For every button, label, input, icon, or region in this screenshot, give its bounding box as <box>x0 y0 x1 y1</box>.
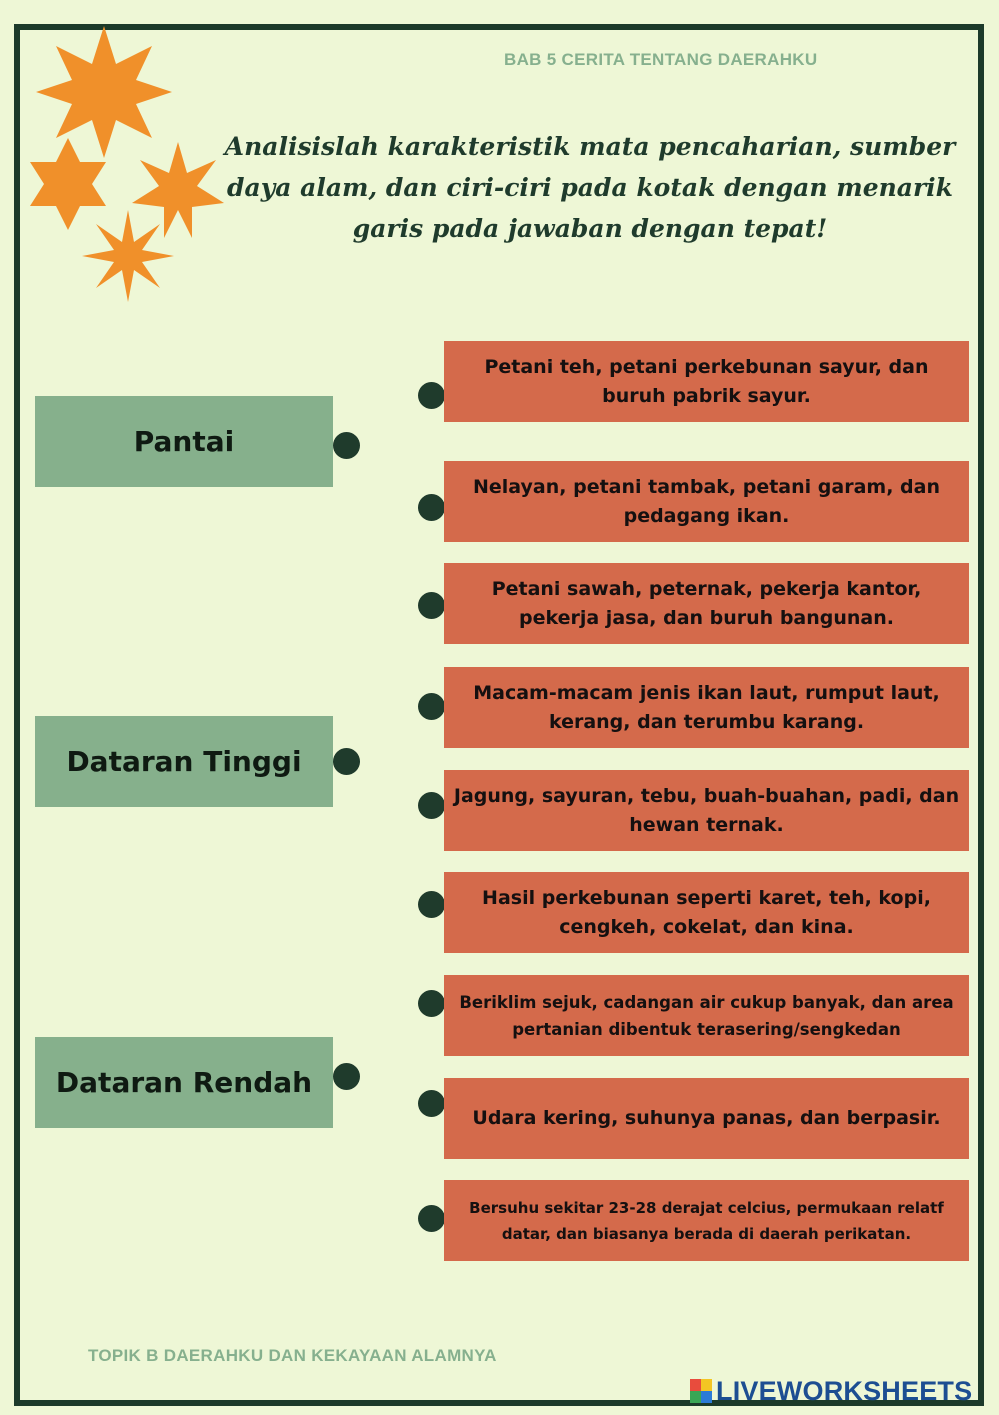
answer-box-8: Udara kering, suhunya panas, dan berpasir. <box>444 1078 969 1159</box>
answer-box-5: Jagung, sayuran, tebu, buah-buahan, padi, dan hewan ternak. <box>444 770 969 851</box>
left-dot-dataran-rendah[interactable] <box>333 1063 360 1090</box>
brand-logo <box>690 1377 972 1405</box>
right-dot-3[interactable] <box>418 592 445 619</box>
right-dot-6[interactable] <box>418 891 445 918</box>
chapter-title: BAB 5 CERITA TENTANG DAERAHKU <box>504 50 818 69</box>
liveworksheets-icon <box>690 1379 712 1403</box>
right-dot-4[interactable] <box>418 693 445 720</box>
answer-box-6: Hasil perkebunan seperti karet, teh, kopi, cengkeh, cokelat, dan kina. <box>444 872 969 953</box>
left-dot-dataran-tinggi[interactable] <box>333 748 360 775</box>
right-dot-2[interactable] <box>418 494 445 521</box>
right-dot-1[interactable] <box>418 382 445 409</box>
topic-footer: TOPIK B DAERAHKU DAN KEKAYAAN ALAMNYA <box>88 1346 497 1365</box>
brand-name: LIVEWORKSHEETS <box>716 1375 973 1406</box>
right-dot-8[interactable] <box>418 1090 445 1117</box>
star-icon <box>30 138 106 230</box>
answer-box-4: Macam-macam jenis ikan laut, rumput laut, kerang, dan terumbu karang. <box>444 667 969 748</box>
right-dot-9[interactable] <box>418 1205 445 1232</box>
star-icon <box>36 26 172 158</box>
instruction-text: Analisislah karakteristik mata pencaharian, sumber daya alam, dan ciri-ciri pada kotak dengan menarik garis pada jawaban dengan tepat! <box>224 132 956 243</box>
answer-box-7: Beriklim sejuk, cadangan air cukup banyak, dan area pertanian dibentuk terasering/sengkedan <box>444 975 969 1056</box>
answer-box-3: Petani sawah, peternak, pekerja kantor, pekerja jasa, dan buruh bangunan. <box>444 563 969 644</box>
left-box-pantai: Pantai <box>35 396 333 487</box>
answer-box-1: Petani teh, petani perkebunan sayur, dan buruh pabrik sayur. <box>444 341 969 422</box>
star-icon <box>82 210 174 302</box>
left-box-dataran-tinggi: Dataran Tinggi <box>35 716 333 807</box>
answer-box-2: Nelayan, petani tambak, petani garam, dan pedagang ikan. <box>444 461 969 542</box>
answer-box-9: Bersuhu sekitar 23-28 derajat celcius, permukaan relatf datar, dan biasanya berada di daerah perikatan. <box>444 1180 969 1261</box>
left-box-dataran-rendah: Dataran Rendah <box>35 1037 333 1128</box>
right-dot-7[interactable] <box>418 990 445 1017</box>
left-dot-pantai[interactable] <box>333 432 360 459</box>
right-dot-5[interactable] <box>418 792 445 819</box>
